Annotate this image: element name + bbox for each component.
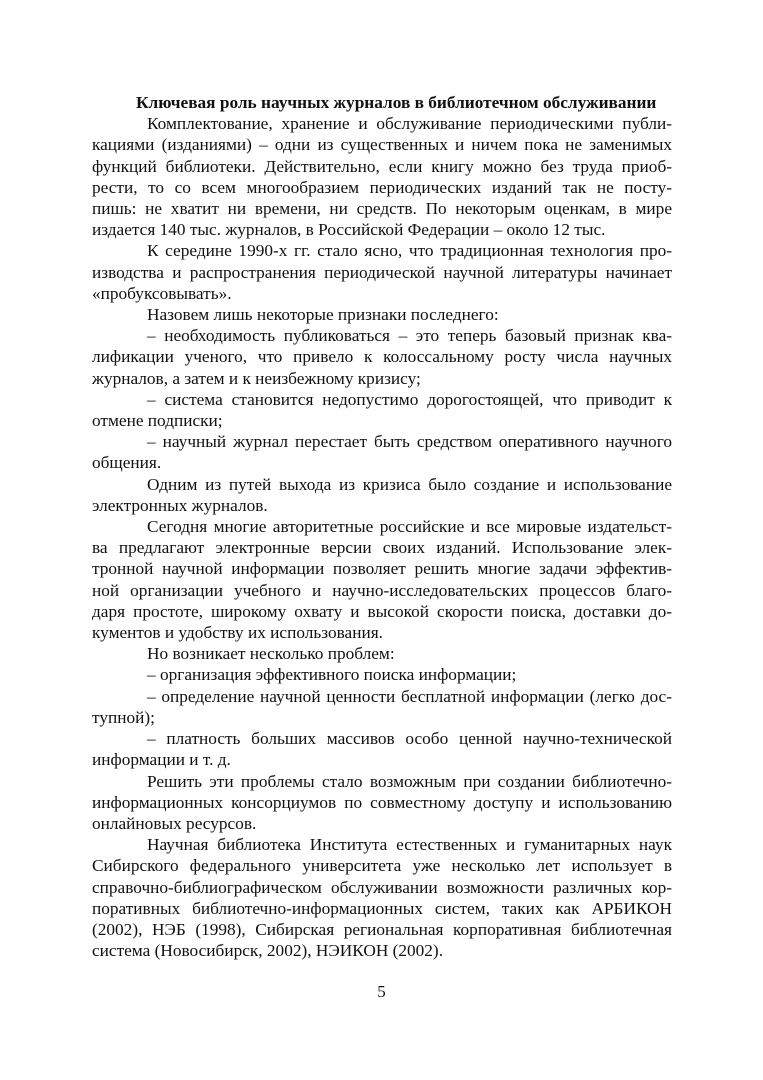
text-line: общения.: [92, 453, 162, 473]
text-line: поративных библиотечно-информационных систем, таких как АРБИКОН: [92, 898, 672, 918]
text-line: Одним из путей выхода из кризиса было создание и использование: [147, 474, 672, 494]
text-line: информационных консорциумов по совместному доступу и использованию: [92, 792, 672, 812]
text-line: К середине 1990-х гг. стало ясно, что традиционная технология про-: [147, 241, 672, 261]
text-line: «пробуксовывать».: [92, 283, 232, 303]
text-line: – система становится недопустимо дорогостоящей, что приводит к: [147, 389, 672, 409]
paragraph: [92, 431, 672, 473]
text-line: кументов и удобству их использования.: [92, 623, 383, 643]
text-line: – необходимость публиковаться – это теперь базовый признак ква-: [147, 326, 672, 346]
text-line: журналов, а затем и к неизбежному кризису;: [92, 368, 421, 388]
document-body: [92, 92, 672, 961]
text-line: ва предлагают электронные версии своих изданий. Использование элек-: [92, 538, 672, 558]
text-line: (2002), НЭБ (1998), Сибирская региональная корпоративная библиотечная: [92, 919, 672, 939]
paragraph: [92, 834, 672, 961]
paragraph: [92, 240, 672, 304]
text-line: тронной научной информации позволяет решить многие задачи эффектив-: [92, 559, 672, 579]
text-line: Решить эти проблемы стало возможным при создании библиотечно-: [147, 771, 672, 791]
text-line: – научный журнал перестает быть средством оперативного научного: [147, 432, 672, 452]
text-line: Сибирского федерального университета уже несколько лет использует в: [92, 856, 672, 876]
text-line: издается 140 тыс. журналов, в Российской Федерации – около 12 тыс.: [92, 220, 606, 240]
text-line: кациями (изданиями) – одни из существенных и ничем пока не заменимых: [92, 135, 672, 155]
text-line: отмене подписки;: [92, 411, 223, 431]
paragraph: [92, 664, 672, 685]
paragraph: [92, 304, 672, 325]
text-line: Назовем лишь некоторые признаки последнего:: [147, 305, 499, 325]
text-line: даря простоте, широкому охвату и высокой скорости поиска, доставки до-: [92, 601, 672, 621]
page-number: 5: [377, 982, 386, 1001]
paragraph: [92, 771, 672, 835]
text-line: Сегодня многие авторитетные российские и все мировые издательст-: [147, 517, 672, 537]
text-line: электронных журналов.: [92, 495, 268, 515]
text-line: информации и т. д.: [92, 750, 231, 770]
paragraph: [92, 474, 672, 516]
text-line: изводства и распространения периодической научной литературы начинает: [92, 262, 672, 282]
text-line: справочно-библиографическом обслуживании возможности различных кор-: [92, 877, 672, 897]
text-line: система (Новосибирск, 2002), НЭИКОН (2002).: [92, 941, 444, 961]
text-line: пишь: не хватит ни времени, ни средств. По некоторым оценкам, в мире: [92, 199, 672, 219]
text-line: онлайновых ресурсов.: [92, 813, 257, 833]
text-line: тупной);: [92, 707, 155, 727]
paragraph: [92, 325, 672, 389]
text-line: – организация эффективного поиска информации;: [147, 665, 517, 685]
text-line: функций библиотеки. Действительно, если книгу можно без труда приоб-: [92, 156, 672, 176]
paragraph: [92, 728, 672, 770]
text-line: Научная библиотека Института естественных и гуманитарных наук: [147, 835, 672, 855]
text-line: Комплектование, хранение и обслуживание периодическими публи-: [147, 114, 672, 134]
text-line: Но возникает несколько проблем:: [147, 644, 395, 664]
paragraph: [92, 643, 672, 664]
text-line: ной организации учебного и научно-исследовательских процессов благо-: [92, 580, 672, 600]
text-line: лификации ученого, что привело к колоссальному росту числа научных: [92, 347, 672, 367]
paragraph: [92, 389, 672, 431]
section-title: Ключевая роль научных журналов в библиотечном обслуживании: [136, 93, 657, 112]
paragraph: [92, 686, 672, 728]
paragraph: [92, 113, 672, 240]
text-line: – платность больших массивов особо ценной научно-технической: [147, 729, 672, 749]
text-line: – определение научной ценности бесплатной информации (легко дос-: [147, 686, 672, 706]
text-line: рести, то со всем многообразием периодических изданий так не посту-: [92, 177, 672, 197]
paragraph: [92, 516, 672, 643]
paragraphs: [92, 113, 672, 961]
